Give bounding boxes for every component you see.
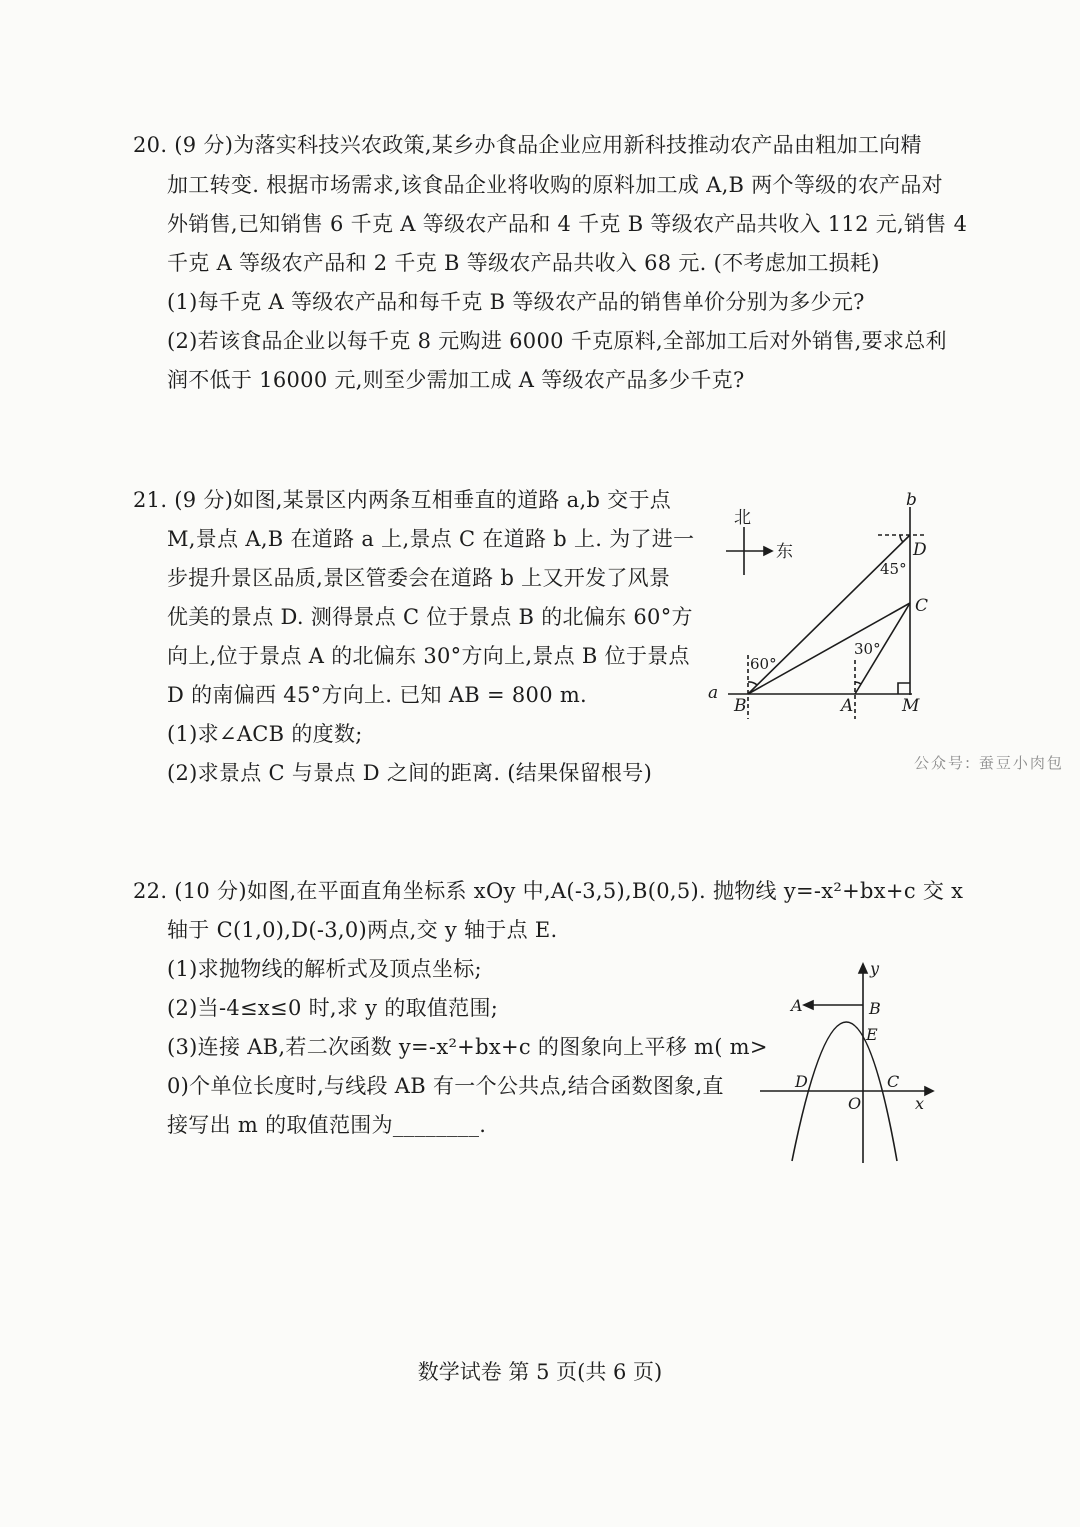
label-E: E xyxy=(866,1025,878,1044)
q21-part-2: (2)求景点 C 与景点 D 之间的距离. (结果保留根号) xyxy=(167,761,653,785)
q21-figure xyxy=(700,490,960,725)
label-D: D xyxy=(795,1072,808,1091)
q21-line: 21. (9 分)如图,某景区内两条互相垂直的道路 a,b 交于点 xyxy=(133,488,672,512)
east-label: 东 xyxy=(776,542,793,562)
label-a: a xyxy=(708,683,719,703)
q22-line: 接写出 m 的取值范围为________. xyxy=(167,1113,487,1137)
label-A: A xyxy=(791,996,803,1015)
angle-B: 60° xyxy=(750,655,777,673)
q20-line: 加工转变. 根据市场需求,该食品企业将收购的原料加工成 A,B 两个等级的农产品对 xyxy=(167,173,943,197)
label-C: C xyxy=(915,596,929,616)
q20-line: 20. (9 分)为落实科技兴农政策,某乡办食品企业应用新科技推动农产品由粗加工向精 xyxy=(133,133,922,157)
q22-line: 轴于 C(1,0),D(-3,0)两点,交 y 轴于点 E. xyxy=(167,918,558,942)
q22-line: 22. (10 分)如图,在平面直角坐标系 xOy 中,A(-3,5),B(0,5). 抛物线 y=-x²+bx+c 交 x xyxy=(133,879,964,903)
page-footer: 数学试卷 第 5 页(共 6 页) xyxy=(417,1360,663,1384)
q22-part-2: (2)当-4≤x≤0 时,求 y 的取值范围; xyxy=(167,996,499,1020)
q20-line: 千克 A 等级农产品和 2 千克 B 等级农产品共收入 68 元. (不考虑加工损耗) xyxy=(167,251,880,275)
q21-line: D 的南偏西 45°方向上. 已知 AB = 800 m. xyxy=(167,683,588,707)
north-label: 北 xyxy=(734,508,751,528)
q21-line: M,景点 A,B 在道路 a 上,景点 C 在道路 b 上. 为了进一 xyxy=(167,527,695,551)
q22-line: 0)个单位长度时,与线段 AB 有一个公共点,结合函数图象,直 xyxy=(167,1074,724,1098)
label-b: b xyxy=(906,490,917,510)
label-O: O xyxy=(848,1094,862,1113)
label-B: B xyxy=(869,999,881,1018)
q22-part-1: (1)求抛物线的解析式及顶点坐标; xyxy=(167,957,482,981)
watermark: 公众号: 蚕豆小肉包 xyxy=(914,754,1064,772)
angle-A: 30° xyxy=(854,640,881,658)
q21-line: 步提升景区品质,景区管委会在道路 b 上又开发了风景 xyxy=(167,566,671,590)
angle-D: 45° xyxy=(880,560,907,578)
q21-part-1: (1)求∠ACB 的度数; xyxy=(167,722,363,746)
q20-part-2: (2)若该食品企业以每千克 8 元购进 6000 千克原料,全部加工后对外销售,要求总利 xyxy=(167,329,947,353)
q20-line: 外销售,已知销售 6 千克 A 等级农产品和 4 千克 B 等级农产品共收入 112 元,销售 4 xyxy=(167,212,968,236)
label-M: M xyxy=(902,696,920,716)
label-A: A xyxy=(841,696,854,716)
q21-line: 优美的景点 D. 测得景点 C 位于景点 B 的北偏东 60°方 xyxy=(167,605,693,629)
label-B: B xyxy=(734,696,747,716)
label-C: C xyxy=(887,1072,900,1091)
q22-part-3: (3)连接 AB,若二次函数 y=-x²+bx+c 的图象向上平移 m( m> xyxy=(167,1035,768,1059)
label-y: y xyxy=(870,959,880,978)
label-x: x xyxy=(915,1094,925,1113)
q20-line: 润不低于 16000 元,则至少需加工成 A 等级农产品多少千克? xyxy=(167,368,745,392)
q21-line: 向上,位于景点 A 的北偏东 30°方向上,景点 B 位于景点 xyxy=(167,644,690,668)
q22-figure xyxy=(755,958,955,1168)
label-D: D xyxy=(913,540,927,560)
q20-part-1: (1)每千克 A 等级农产品和每千克 B 等级农产品的销售单价分别为多少元? xyxy=(167,290,865,314)
